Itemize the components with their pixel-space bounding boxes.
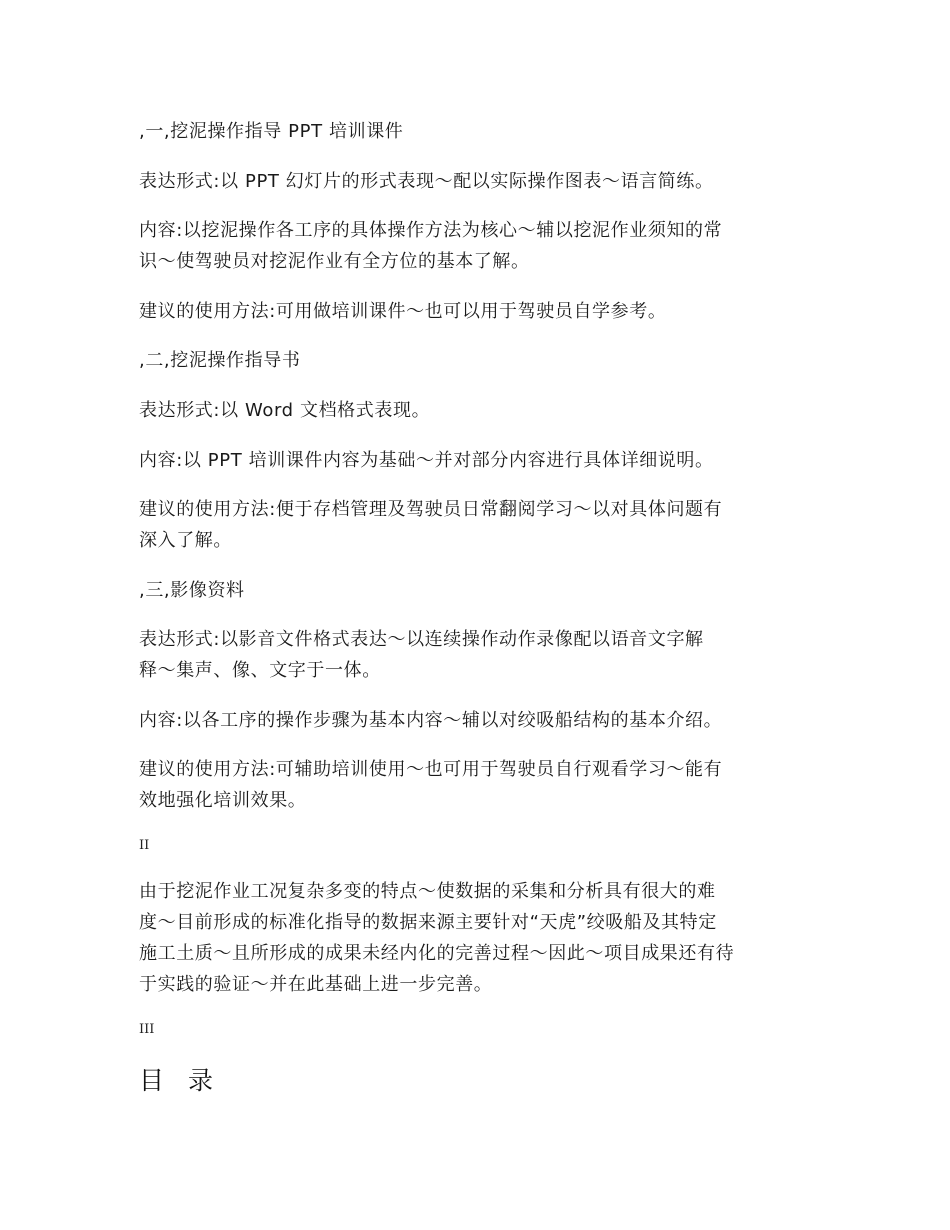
section-1-heading: ,一,挖泥操作指导 PPT 培训课件 bbox=[139, 121, 404, 142]
section-3-heading: ,三,影像资料 bbox=[139, 580, 245, 601]
section-3-form bbox=[139, 624, 819, 686]
note-line: 度～目前形成的标准化指导的数据来源主要针对“天虎”绞吸船及其特定 bbox=[139, 912, 717, 933]
section-1-content-line: 内容:以挖泥操作各工序的具体操作方法为核心～辅以挖泥作业须知的常 bbox=[139, 220, 723, 241]
toc-title: 目 录 bbox=[139, 1066, 221, 1095]
section-2-usage bbox=[139, 494, 819, 556]
section-3-usage-line: 建议的使用方法:可辅助培训使用～也可用于驾驶员自行观看学习～能有 bbox=[139, 759, 723, 780]
page-number-roman: II bbox=[139, 838, 150, 853]
section-1-usage-line: 建议的使用方法:可用做培训课件～也可以用于驾驶员自学参考。 bbox=[139, 301, 667, 322]
note-line: 由于挖泥作业工况复杂多变的特点～使数据的采集和分析具有很大的难 bbox=[139, 881, 716, 902]
section-1-content-line: 识～使驾驶员对挖泥作业有全方位的基本了解。 bbox=[139, 251, 530, 272]
section-2-usage-line: 深入了解。 bbox=[139, 530, 232, 551]
section-2-usage-line: 建议的使用方法:便于存档管理及驾驶员日常翻阅学习～以对具体问题有 bbox=[139, 499, 723, 520]
section-2-content-line: 内容:以 PPT 培训课件内容为基础～并对部分内容进行具体详细说明。 bbox=[139, 450, 714, 471]
section-2-content bbox=[139, 445, 819, 476]
section-3-content-line: 内容:以各工序的操作步骤为基本内容～辅以对绞吸船结构的基本介绍。 bbox=[139, 710, 723, 731]
section-3-form-line: 释～集声、像、文字于一体。 bbox=[139, 660, 381, 681]
page-number-roman: III bbox=[139, 1022, 155, 1037]
section-3-content bbox=[139, 705, 819, 736]
section-3-form-line: 表达形式:以影音文件格式表达～以连续操作动作录像配以语音文字解 bbox=[139, 629, 704, 650]
section-3-usage-line: 效地强化培训效果。 bbox=[139, 790, 307, 811]
section-2-heading: ,二,挖泥操作指导书 bbox=[139, 350, 301, 371]
section-3-usage bbox=[139, 754, 819, 816]
note-paragraph bbox=[139, 876, 819, 1000]
section-1-form: 表达形式:以 PPT 幻灯片的形式表现～配以实际操作图表～语言简练。 bbox=[139, 171, 714, 192]
section-2-form: 表达形式:以 Word 文档格式表现。 bbox=[139, 400, 431, 421]
section-1-usage bbox=[139, 296, 819, 327]
section-1-content bbox=[139, 215, 819, 277]
note-line: 于实践的验证～并在此基础上进一步完善。 bbox=[139, 974, 493, 995]
note-line: 施工土质～且所形成的成果未经内化的完善过程～因此～项目成果还有待 bbox=[139, 943, 735, 964]
